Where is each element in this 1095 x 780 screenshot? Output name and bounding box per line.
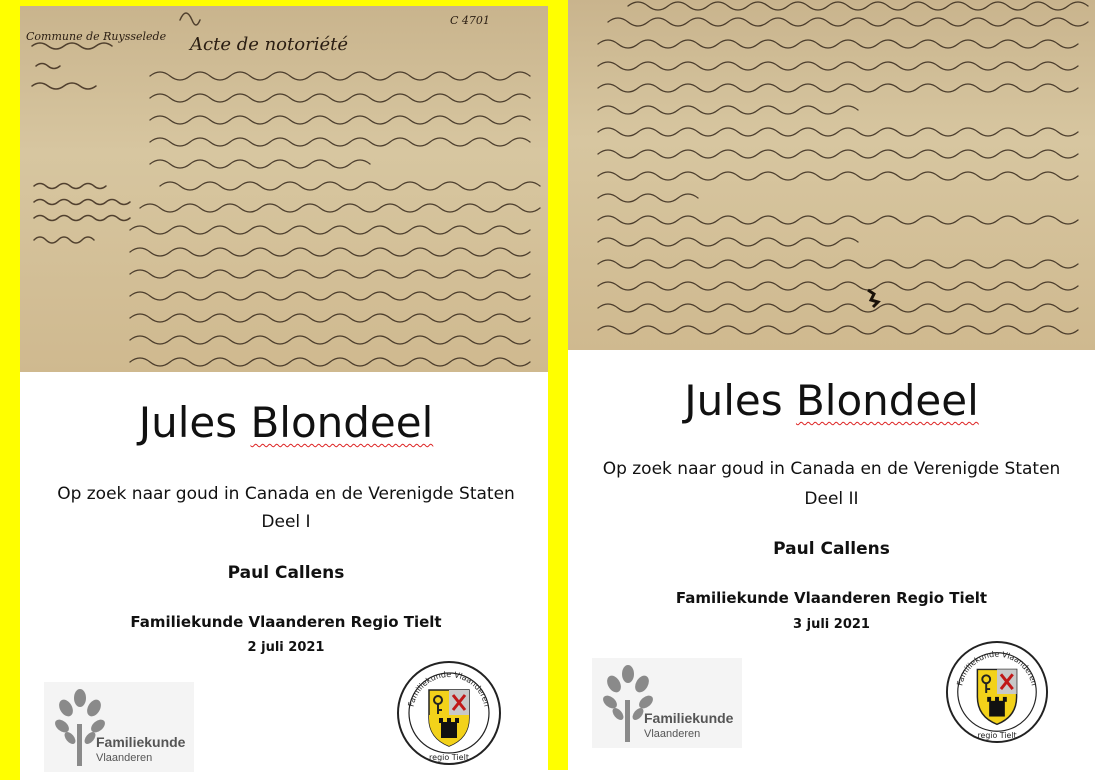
cover-organization: Familiekunde Vlaanderen Regio Tielt bbox=[675, 589, 988, 607]
cover-deel-2 bbox=[548, 0, 1095, 780]
regio-tielt-seal bbox=[396, 660, 502, 766]
seal-top-text: Familiekunde Vlaanderen bbox=[406, 669, 492, 708]
cover-subtitle: Op zoek naar goud in Canada en de Verenigde Staten bbox=[602, 459, 1061, 479]
cover-organization: Familiekunde Vlaanderen Regio Tielt bbox=[130, 613, 442, 631]
familiekunde-logo bbox=[44, 682, 194, 772]
manuscript-image bbox=[20, 6, 550, 372]
logo-sub: Vlaanderen bbox=[644, 728, 701, 740]
manuscript-margin: Commune de Ruysselede bbox=[26, 30, 167, 43]
seal-bottom-text: regio Tielt bbox=[429, 753, 469, 762]
cover-part: Deel I bbox=[261, 512, 311, 532]
cover-title bbox=[20, 398, 552, 447]
manuscript-image bbox=[568, 0, 1095, 350]
yellow-spine bbox=[0, 0, 20, 780]
cover-title bbox=[568, 376, 1095, 425]
cover-author: Paul Callens bbox=[227, 563, 345, 583]
logo-brand: Familiekunde bbox=[644, 710, 734, 726]
cover-part: Deel II bbox=[804, 489, 859, 509]
title-last-name: Blondeel bbox=[250, 398, 434, 447]
regio-tielt-seal bbox=[945, 640, 1049, 744]
yellow-spine bbox=[548, 0, 568, 770]
cover-date: 3 juli 2021 bbox=[793, 617, 870, 632]
cover-date: 2 juli 2021 bbox=[247, 640, 325, 655]
title-first-name: Jules bbox=[684, 376, 783, 425]
title-last-name: Blondeel bbox=[795, 376, 979, 425]
manuscript-ref: C 4701 bbox=[450, 14, 490, 27]
cover-author: Paul Callens bbox=[773, 539, 890, 559]
seal-bottom-text: regio Tielt bbox=[977, 731, 1017, 741]
logo-sub: Vlaanderen bbox=[96, 752, 153, 764]
manuscript-heading: Acte de notoriété bbox=[190, 34, 348, 55]
logo-brand: Familiekunde bbox=[96, 734, 186, 750]
familiekunde-logo bbox=[592, 658, 742, 748]
cover-subtitle: Op zoek naar goud in Canada en de Verenigde Staten bbox=[57, 484, 515, 504]
seal-top-text: Familiekunde Vlaanderen bbox=[955, 649, 1039, 687]
title-first-name: Jules bbox=[138, 398, 238, 447]
